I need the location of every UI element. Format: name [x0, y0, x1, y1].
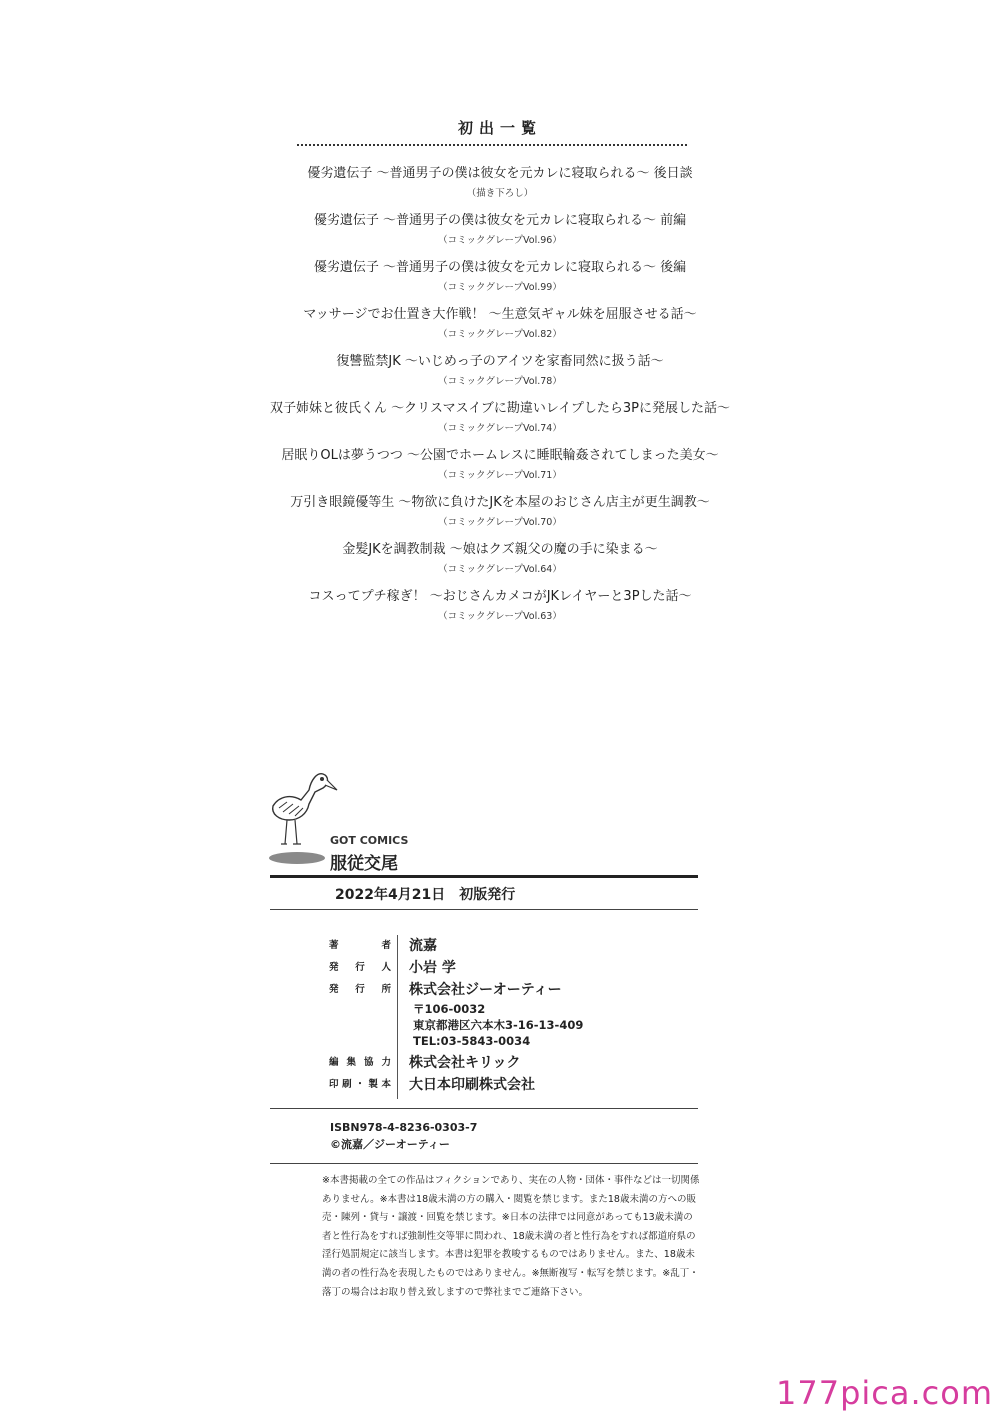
work-title: 居眠りOLは夢うつつ ～公園でホームレスに睡眠輪姦されてしまった美女～ [281, 448, 719, 463]
divider [270, 1108, 698, 1109]
list-item [0, 538, 1000, 585]
list-item [0, 444, 1000, 491]
credit-value: 流嘉 [409, 938, 437, 954]
work-source: （コミックグレープVol.71） [438, 470, 562, 481]
work-source: （コミックグレープVol.63） [438, 611, 562, 622]
work-source: （コミックグレープVol.96） [438, 235, 562, 246]
list-item [0, 585, 1000, 632]
imprint-label: GOT COMICS [330, 834, 409, 847]
work-title: 双子姉妹と彼氏くん ～クリスマスイブに勘違いレイプしたら3Pに発展した話～ [269, 401, 731, 416]
credit-value: 大日本印刷株式会社 [409, 1077, 535, 1093]
publication-date: 2022年4月21日 初版発行 [335, 887, 516, 903]
credit-label: 著者 [329, 940, 391, 951]
work-source: （コミックグレープVol.70） [438, 517, 562, 528]
legal-notice [322, 1172, 700, 1302]
divider [270, 909, 698, 910]
credit-value: 株式会社ジーオーティー [409, 982, 562, 998]
work-title: 万引き眼鏡優等生 ～物欲に負けたJKを本屋のおじさん店主が更生調教～ [290, 495, 710, 510]
work-title: 優劣遺伝子 ～普通男子の僕は彼女を元カレに寝取られる～ 後編 [313, 260, 687, 275]
work-source: （コミックグレープVol.64） [438, 564, 562, 575]
credit-value: 小岩 学 [409, 960, 456, 976]
toc-list [0, 162, 1000, 632]
watermark: 177pica.com [776, 1374, 993, 1412]
credit-value: 株式会社キリック [409, 1055, 521, 1071]
work-title: コスってプチ稼ぎ！ ～おじさんカメコがJKレイヤーと3Pした話～ [308, 589, 692, 604]
vertical-divider [397, 935, 398, 1099]
credit-row-publisher [329, 979, 583, 1001]
work-title: 復讐監禁JK ～いじめっ子のアイツを家畜同然に扱う話～ [336, 354, 664, 369]
work-source: （コミックグレープVol.82） [438, 329, 562, 340]
work-source: （コミックグレープVol.74） [438, 423, 562, 434]
list-item [0, 350, 1000, 397]
divider [270, 1163, 698, 1164]
credit-row-author [329, 935, 583, 957]
book-title: 服従交尾 [330, 854, 398, 874]
list-item [0, 491, 1000, 538]
dotted-divider [297, 144, 687, 146]
thick-divider [270, 875, 698, 878]
work-title: マッサージでお仕置き大作戦！ ～生意気ギャル妹を屈服させる話～ [303, 307, 697, 322]
bird-logo-icon [265, 760, 340, 870]
copyright: ©流嘉／ジーオーティー [330, 1138, 450, 1151]
work-title: 優劣遺伝子 ～普通男子の僕は彼女を元カレに寝取られる～ 前編 [313, 213, 687, 228]
credit-label: 発行所 [329, 984, 391, 995]
credit-label: 編集協力 [329, 1057, 391, 1068]
work-title: 金髪JKを調教制裁 ～娘はクズ親父の魔の手に染まる～ [342, 542, 658, 557]
list-item [0, 162, 1000, 209]
postal-code: 〒106-0032 [413, 1002, 486, 1016]
credit-row-publisher-person [329, 957, 583, 979]
publisher-address [329, 1001, 583, 1052]
toc-title: 初出一覧 [457, 119, 542, 137]
list-item [0, 397, 1000, 444]
street-address: 東京都港区六本木3-16-13-409 [413, 1018, 584, 1032]
credit-row-printer [329, 1074, 583, 1096]
work-source: （描き下ろし） [466, 188, 534, 199]
work-source: （コミックグレープVol.78） [438, 376, 562, 387]
telephone: TEL:03-5843-0034 [413, 1034, 531, 1048]
isbn: ISBN978-4-8236-0303-7 [330, 1121, 478, 1134]
list-item [0, 303, 1000, 350]
list-item [0, 209, 1000, 256]
credits [329, 935, 583, 1096]
credit-row-editor [329, 1052, 583, 1074]
credit-label: 印刷・製本 [329, 1079, 391, 1090]
work-title: 優劣遺伝子 ～普通男子の僕は彼女を元カレに寝取られる～ 後日談 [307, 166, 693, 181]
isbn-block [330, 1119, 477, 1153]
list-item [0, 256, 1000, 303]
credit-label: 発行人 [329, 962, 391, 973]
work-source: （コミックグレープVol.99） [438, 282, 562, 293]
notice-text: ※本書掲載の全ての作品はフィクションであり、実在の人物・団体・事件などは一切関係ありません。※本書は18歳未満の方の購入・閲覧を禁じます。また18歳未満の方への販売・陳列・貸与・譲渡・回覧を禁じます。※日本の法律では同意があっても13歳未満の者と性行為をすれば強制性交等罪に問われ、18歳未満の者と性行為をすれば都道府県の淫行処罰規定に該当します。本書は犯罪を教唆するものではありません。また、18歳未満の者の性行為を表現したものではありません。※無断複写・転写を禁じます。※乱丁・落丁の場合はお取り替え致しますので弊社までご連絡下さい。 [322, 1175, 700, 1298]
